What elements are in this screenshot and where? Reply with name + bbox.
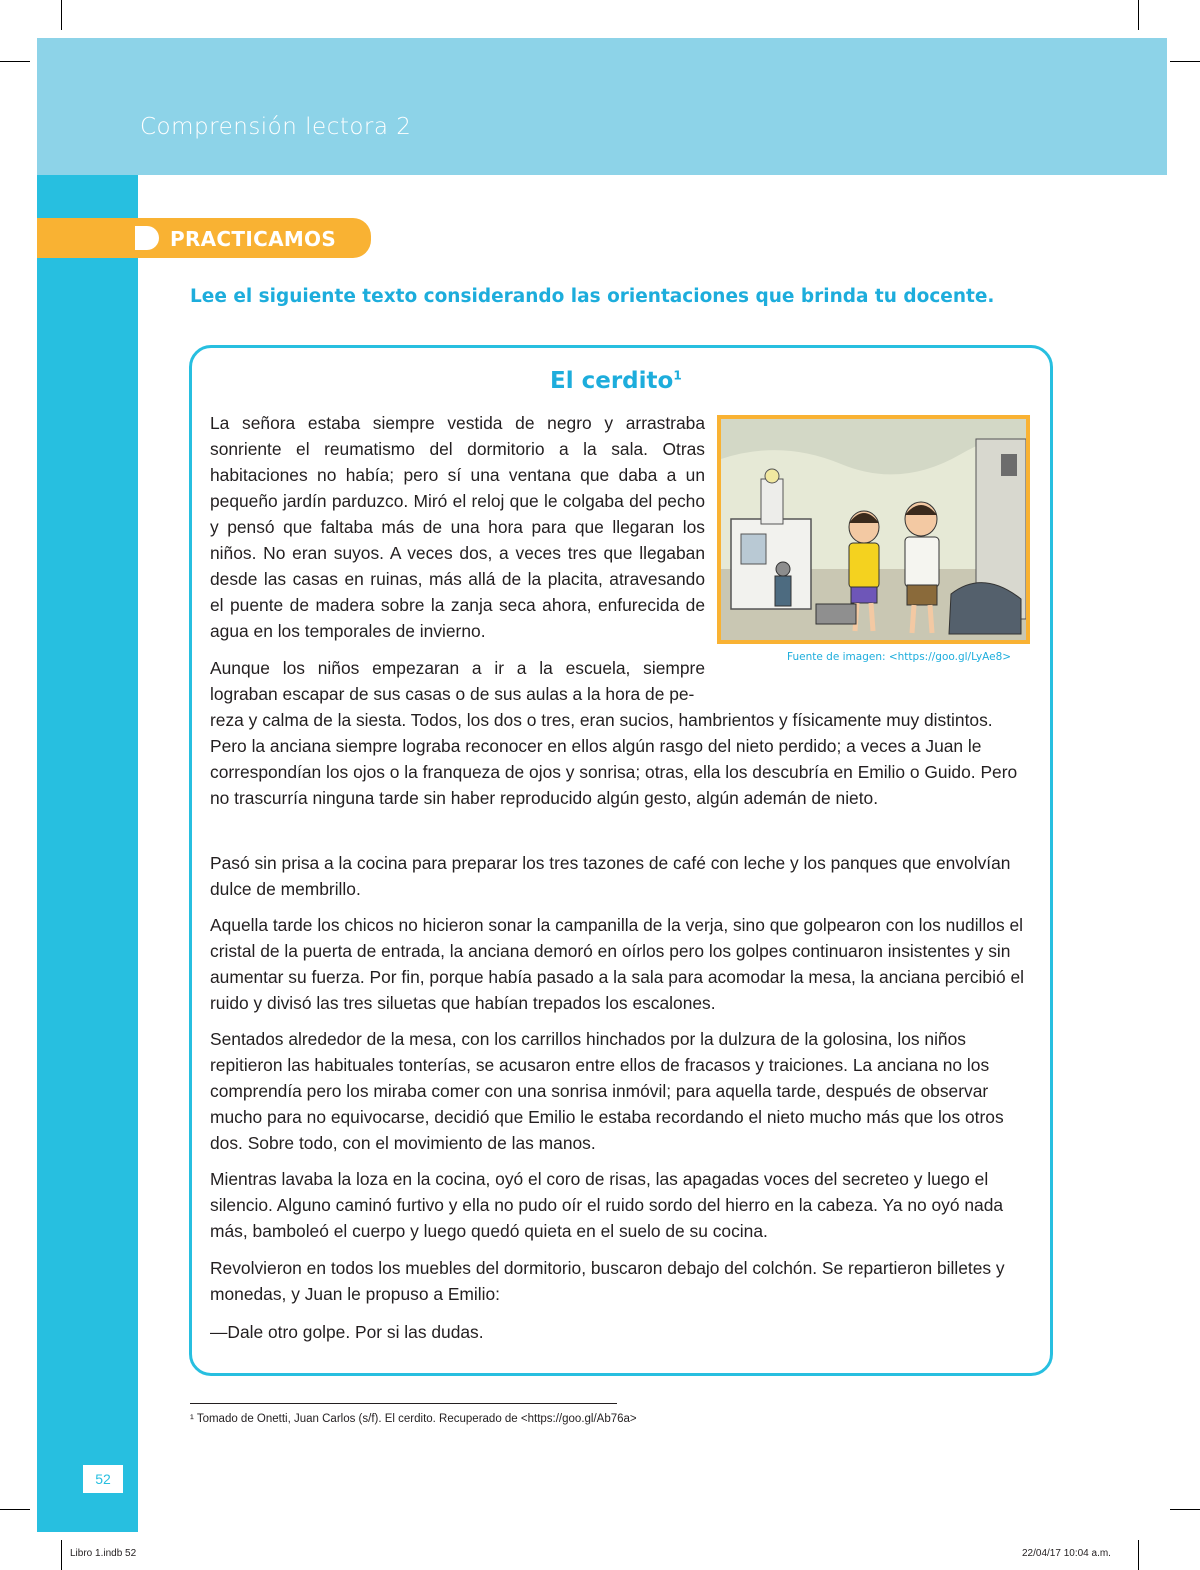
page-number: 52 [83,1465,123,1493]
story-paragraph: La señora estaba siempre vestida de negro y arrastraba sonriente el reumatismo del dormitorio a la sala. Otras habitaciones no había; pero sí una ventana que daba a un pequeño jardín parduzco. Miró el reloj que le colgaba del pecho y pensó que faltaba más de una hora para que llegaran los niños. No eran suyos. A veces dos, a veces tres que llegaban desde las casas en ruinas, más allá de la placita, atravesando el puente de madera sobre la zanja seca ahora, enfurecida de agua en los temporales de invierno. [210,413,705,641]
crop-mark [1138,1540,1139,1570]
print-slug-left: Libro 1.indb 52 [70,1548,137,1559]
story-title-text: El cerdito [550,368,674,394]
story-paragraph: Sentados alrededor de la mesa, con los carrillos hinchados por la dulzura de la golosina, los niños repitieron las habituales tonterías, se acusaron entre ellos de fracasos y traiciones. La anciana no los comprendía pero los miraba comer con una sonrisa inmóvil; para aquella tarde, después de observar mucho para no equivocarse, decidió que Emilio le estaba recordando el nieto mucho más que los otros dos. Sobre todo, con el movimiento de las manos. [210,1029,1004,1153]
story-paragraph: Aquella tarde los chicos no hicieron sonar la campanilla de la verja, sino que golpearon con los nudillos el cristal de la puerta de entrada, la anciana demoró en oírlos pero los golpes continuaron insistentes y sin aumentar su fuerza. Por fin, porque había pasado a la sala para acomodar la mesa, la anciana percibió el ruido y divisó las tres siluetas que habían trepados los escalones. [210,915,1024,1013]
tab-notch [135,226,159,250]
image-caption: Fuente de imagen: <https://goo.gl/LyAe8> [787,651,1012,663]
footnote: ¹ Tomado de Onetti, Juan Carlos (s/f). El cerdito. Recuperado de <https://goo.gl/Ab76a> [190,1413,637,1425]
section-title: Comprensión lectora 2 [140,114,412,140]
story-paragraph: —Dale otro golpe. Por si las dudas. [210,1322,484,1342]
crop-mark [0,1509,30,1510]
story-paragraph: Mientras lavaba la loza en la cocina, oyó el coro de risas, las apagadas voces del secreteo y luego el silencio. Alguno caminó furtivo y ella no pudo oír el ruido sordo del hierro en la cabeza. Ya no oyó nada más, bamboleó el cuerpo y luego quedó quieta en el suelo de su cocina. [210,1169,1004,1241]
story-paragraph: Revolvieron en todos los muebles del dormitorio, buscaron debajo del colchón. Se repartieron billetes y monedas, y Juan le propuso a Emilio: [210,1258,1005,1304]
crop-mark [61,0,62,30]
footnote-ref: 1 [673,368,682,383]
crop-mark [1138,0,1139,30]
practice-label: PRACTICAMOS [170,227,337,251]
crop-mark [1170,61,1200,62]
instruction-text: Lee el siguiente texto considerando las orientaciones que brinda tu docente. [190,286,995,307]
print-slug-right: 22/04/17 10:04 a.m. [1022,1548,1111,1559]
story-paragraph: reza y calma de la siesta. Todos, los dos o tres, eran sucios, hambrientos y físicamente muy distintos. Pero la anciana siempre lograba reconocer en ellos algún rasgo del nieto perdido; a veces a Juan le correspondían los ojos o la franqueza de ojos y sonrisa; otras, ella los descubría en Emilio o Guido. Pero no trascurría ninguna tarde sin haber reproducido algún gesto, algún ademán de nieto. [210,710,1018,808]
side-band [37,175,138,1532]
story-paragraph: Pasó sin prisa a la cocina para preparar los tres tazones de café con leche y los panques que envolvían dulce de membrillo. [210,853,1011,899]
story-title [550,368,682,394]
crop-mark [0,61,30,62]
header-band [37,38,1167,175]
story-paragraph: Aunque los niños empezaran a ir a la escuela, siempre lograban escapar de sus casas o de sus aulas a la hora de pe- [210,658,705,704]
footnote-divider [190,1403,617,1404]
crop-mark [1170,1509,1200,1510]
story-illustration [717,415,1030,644]
crop-mark [61,1540,62,1570]
